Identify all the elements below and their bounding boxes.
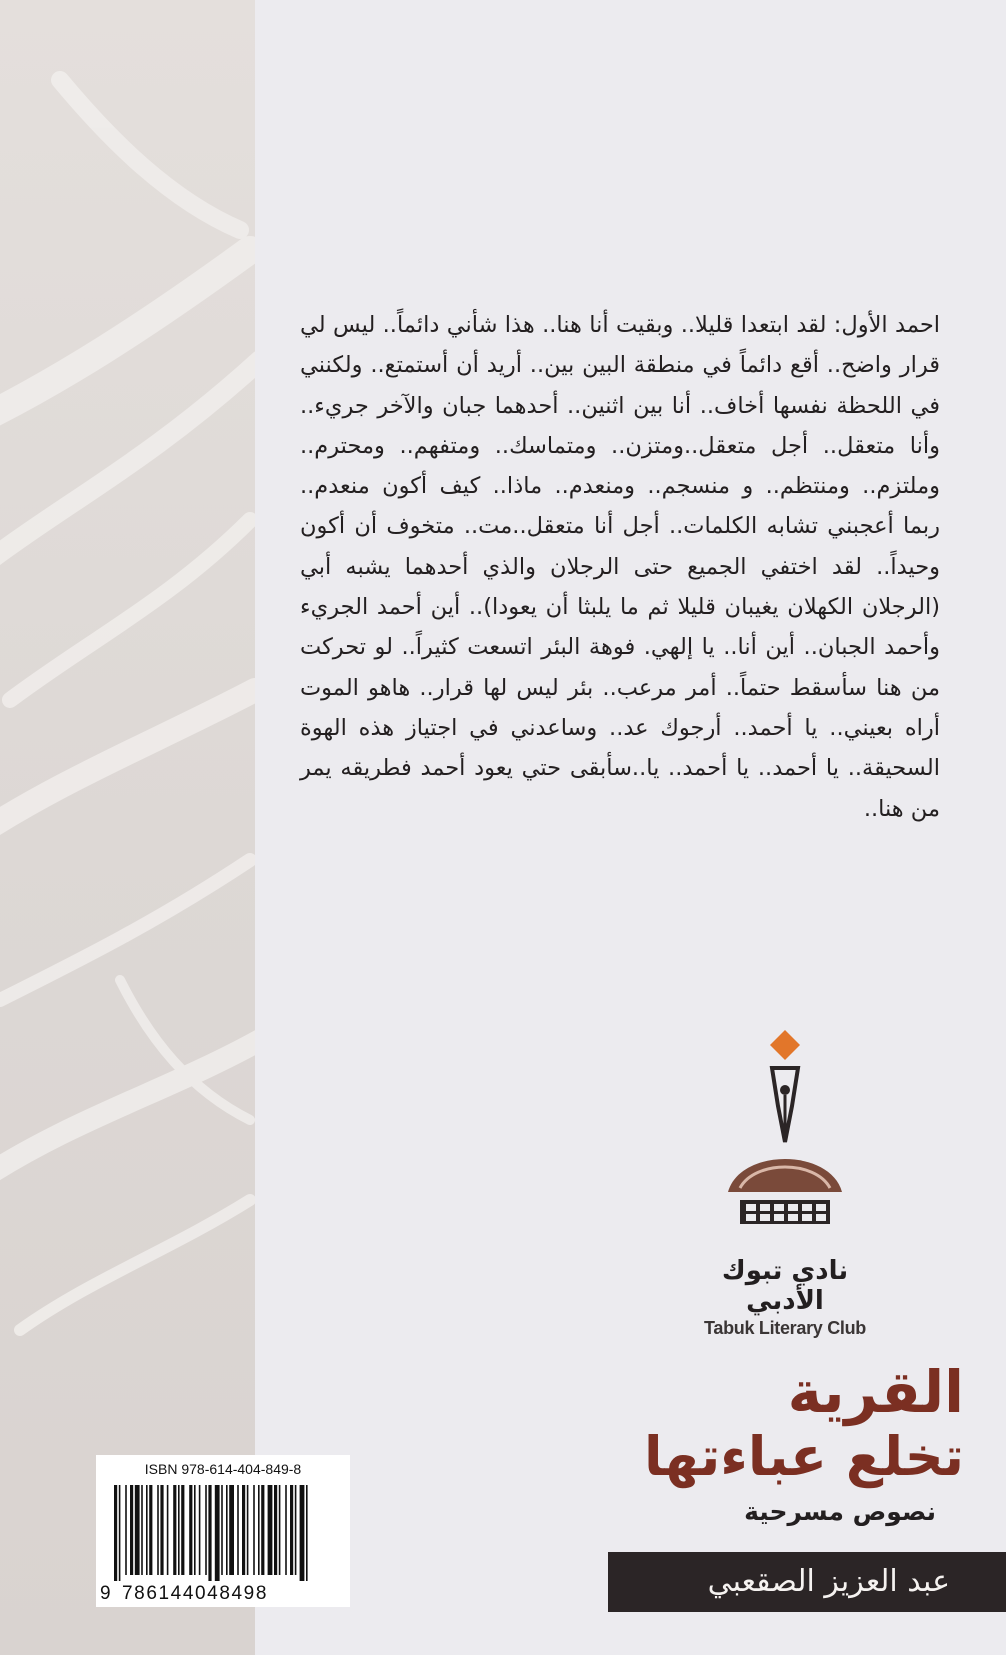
isbn-label: ISBN 978-614-404-849-8 — [144, 1461, 302, 1477]
barcode-bar — [146, 1485, 148, 1575]
barcode-bar — [215, 1485, 220, 1581]
barcode-bar — [205, 1485, 207, 1575]
barcode-bar — [149, 1485, 152, 1575]
barcode-bar — [274, 1485, 277, 1575]
barcode-bar — [173, 1485, 176, 1575]
barcode-bar — [125, 1485, 127, 1575]
barcode-bar — [268, 1485, 273, 1575]
barcode-bar — [178, 1485, 180, 1575]
publisher-logo — [690, 1020, 880, 1350]
barcode-bar — [114, 1485, 117, 1581]
isbn-first-digit: 9 — [100, 1583, 112, 1604]
barcode-bar — [306, 1485, 308, 1581]
barcode-bar — [167, 1485, 169, 1575]
barcode-bar — [300, 1485, 305, 1581]
barcode-bar — [258, 1485, 260, 1575]
barcode-bar — [119, 1485, 121, 1581]
barcode-bar — [290, 1485, 293, 1575]
barcode-bar — [141, 1485, 143, 1575]
excerpt-paragraph: احمد الأول: لقد ابتعدا قليلا.. وبقيت أنا هنا.. هذا شأني دائماً.. ليس لي قرار واضح.. أقع دائماً في منطقة البين بين.. أريد أن أستمتع.. ولكنني في اللحظة نفسها أخاف.. أنا بين اثنين.. أحدهما جبان والآخر جريء.. وأنا متعقل.. أجل متعقل..ومتزن.. ومتماسك.. ومتفهم.. ومحترم.. وملتزم.. ومنتظم.. و منسجم.. ومنعدم.. ماذا.. كيف أكون منعدم.. ربما أعجبني تشابه الكلمات.. أجل أنا متعقل..مت.. متخوف أن أكون وحيداً.. لقد اختفي الجميع حتى الرجلان والذي أحدهما يشبه أبي (الرجلان الكهلان يغيبان قليلا ثم ما يلبثا أن يعودا).. أين أحمد الجريء وأحمد الجبان.. أين أنا.. يا إلهي. فوهة البئر اتسعت كثيراً.. لو تحركت من هنا سأسقط حتماً.. أمر مرعب.. بئر ليس لها قرار.. هاهو الموت أراه بعيني.. يا أحمد.. أرجوك عد.. وساعدني في اجتياز هذه الهوة السحيقة.. يا أحمد.. يا أحمد.. يا..سأبقى حتي يعود أحمد فطريقه يمر من هنا.. — [300, 312, 940, 822]
barcode-bar — [242, 1485, 245, 1575]
pen-nib-dome-logo-icon — [710, 1020, 860, 1250]
barcode-bar — [229, 1485, 234, 1575]
author-name: عبد العزيز الصقعبي — [707, 1564, 950, 1599]
barcode-bar — [135, 1485, 140, 1575]
barcode-bar — [295, 1485, 297, 1575]
isbn-remaining-digits: 786144048498 — [122, 1583, 269, 1604]
barcode-bar — [130, 1485, 133, 1575]
barcode-bar — [208, 1485, 211, 1581]
barcode-bar — [285, 1485, 287, 1575]
book-title-line-1: القرية — [787, 1358, 964, 1426]
book-subtitle: نصوص مسرحية — [744, 1497, 936, 1526]
author-name-bar — [608, 1552, 1006, 1612]
brush-stroke-pattern — [0, 0, 255, 1655]
barcode-bar — [237, 1485, 239, 1575]
barcode-bar — [189, 1485, 192, 1575]
barcode-bar — [157, 1485, 159, 1575]
body-text — [300, 305, 940, 829]
barcode-bar — [160, 1485, 163, 1575]
barcode-bar — [279, 1485, 281, 1575]
barcode-bar — [221, 1485, 223, 1575]
barcode-bar — [199, 1485, 201, 1575]
barcode-bar — [247, 1485, 249, 1575]
book-title-line-2: تخلع عباءتها — [644, 1425, 964, 1488]
barcode-bar — [253, 1485, 255, 1575]
barcode-bars-icon — [96, 1481, 350, 1581]
barcode-bar — [226, 1485, 228, 1575]
barcode-bar — [194, 1485, 196, 1575]
book-title — [564, 1360, 964, 1490]
isbn-barcode — [96, 1455, 350, 1607]
barcode-bar — [261, 1485, 264, 1575]
publisher-name-english: Tabuk Literary Club — [704, 1318, 866, 1338]
publisher-name-arabic: نادي تبوك الأدبي — [721, 1256, 849, 1316]
barcode-bar — [181, 1485, 184, 1575]
decorative-side-band — [0, 0, 255, 1655]
